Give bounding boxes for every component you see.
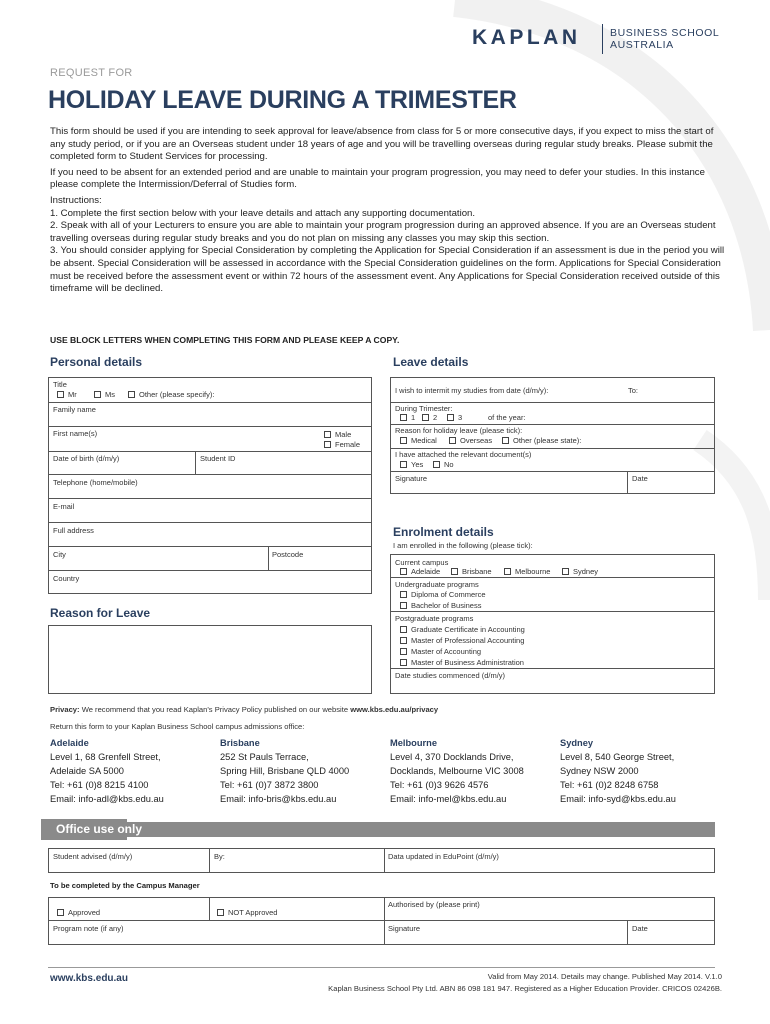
- intermit-to-field[interactable]: To:: [628, 386, 639, 395]
- brand-line-2: AUSTRALIA: [610, 39, 674, 51]
- attached-yes-option[interactable]: Yes: [400, 460, 423, 469]
- approved-checkbox[interactable]: [57, 909, 64, 916]
- other-reason-option[interactable]: Other (please state):: [502, 436, 581, 445]
- campus-melbourne: Melbourne Level 4, 370 Docklands Drive, Docklands, Melbourne VIC 3008 Tel: +61 (0)3 9626 4576 Email: info-mel@kbs.edu.au: [390, 738, 524, 804]
- grad-cert-option[interactable]: Graduate Certificate in Accounting: [400, 625, 525, 634]
- logo-divider: [602, 24, 603, 54]
- instruction-step-3: 3. You should consider applying for Special Consideration by completing the Application for Special Consideration if an assessment is due in the period you will be absent. Special Consideration will be assessed in accordance with the Special Consideration guidelines on the form. Applications for Special Consideration must be received before the assessment event or within 72 hours of the assessment event. Any Applications for Special Consideration received outside of this timeframe will be declined.: [50, 245, 725, 295]
- return-note: Return this form to your Kaplan Business School campus admissions office:: [50, 722, 305, 731]
- campus-sydney-option[interactable]: Sydney: [562, 567, 598, 576]
- city-field[interactable]: City: [53, 550, 66, 559]
- not-approved-checkbox[interactable]: [217, 909, 224, 916]
- ms-checkbox[interactable]: [94, 391, 101, 398]
- grad-cert-checkbox[interactable]: [400, 626, 407, 633]
- campus-brisbane-option[interactable]: Brisbane: [451, 567, 492, 576]
- trimester-3-checkbox[interactable]: [447, 414, 454, 421]
- leave-details-heading: Leave details: [393, 355, 469, 369]
- undergraduate-label: Undergraduate programs: [395, 580, 479, 589]
- mba-option[interactable]: Master of Business Administration: [400, 658, 524, 667]
- medical-option[interactable]: Medical: [400, 436, 437, 445]
- telephone-field[interactable]: Telephone (home/mobile): [53, 478, 138, 487]
- family-name-field[interactable]: Family name: [53, 405, 96, 414]
- campus-adelaide-option[interactable]: Adelaide: [400, 567, 440, 576]
- yes-checkbox[interactable]: [400, 461, 407, 468]
- trimester-2-option[interactable]: 2: [422, 413, 437, 422]
- footer-rule: [48, 967, 715, 968]
- of-year-field[interactable]: of the year:: [488, 413, 526, 422]
- first-names-field[interactable]: First name(s): [53, 429, 98, 438]
- date-commenced-field[interactable]: Date studies commenced (d/m/y): [395, 671, 506, 680]
- enrolment-sub: I am enrolled in the following (please tick):: [393, 541, 533, 550]
- intro-paragraph-2: If you need to be absent for an extended period and are unable to maintain your program progression, you may need to defer your studies. In this instance please complete the Intermission/Deferral of Studies form.: [50, 166, 705, 191]
- instructions-heading: Instructions:: [50, 194, 102, 206]
- mpa-option[interactable]: Master of Professional Accounting: [400, 636, 524, 645]
- office-use-heading: Office use only: [56, 822, 143, 836]
- address-field[interactable]: Full address: [53, 526, 94, 535]
- footer-valid: Valid from May 2014. Details may change. Published May 2014. V.1.0: [487, 972, 722, 981]
- attached-no-option[interactable]: No: [433, 460, 454, 469]
- approved-option[interactable]: Approved: [57, 908, 100, 917]
- title-mr-option[interactable]: Mr: [57, 390, 77, 399]
- block-letters-note: USE BLOCK LETTERS WHEN COMPLETING THIS FORM AND PLEASE KEEP A COPY.: [50, 335, 400, 345]
- other-title-checkbox[interactable]: [128, 391, 135, 398]
- instruction-step-1: 1. Complete the first section below with your leave details and attach any supporting documentation.: [50, 207, 476, 219]
- title-label: Title: [53, 380, 67, 389]
- title-ms-option[interactable]: Ms: [94, 390, 115, 399]
- trimester-1-checkbox[interactable]: [400, 414, 407, 421]
- dob-field[interactable]: Date of birth (d/m/y): [53, 454, 120, 463]
- medical-checkbox[interactable]: [400, 437, 407, 444]
- footer-url[interactable]: www.kbs.edu.au: [50, 973, 128, 984]
- intermit-from-field[interactable]: I wish to intermit my studies from date (d/m/y):: [395, 386, 549, 395]
- during-trimester-label: During Trimester:: [395, 404, 453, 413]
- reason-heading: Reason for Leave: [50, 606, 151, 620]
- postgraduate-label: Postgraduate programs: [395, 614, 474, 623]
- postcode-field[interactable]: Postcode: [272, 550, 304, 559]
- privacy-note: Privacy: We recommend that you read Kaplan's Privacy Policy published on our website www.kbs.edu.au/privacy: [50, 705, 439, 714]
- brisbane-checkbox[interactable]: [451, 568, 458, 575]
- other-reason-checkbox[interactable]: [502, 437, 509, 444]
- bachelor-business-option[interactable]: Bachelor of Business: [400, 601, 481, 610]
- sydney-checkbox[interactable]: [562, 568, 569, 575]
- footer-legal: Kaplan Business School Pty Ltd. ABN 86 098 181 947. Registered as a Higher Education Provider. CRICOS 02426B.: [328, 984, 722, 993]
- campus-manager-note: To be completed by the Campus Manager: [50, 881, 200, 890]
- intro-paragraph-1: This form should be used if you are intending to seek approval for leave/absence from class for 5 or more consecutive days, if you expect to miss the start of any study period, or if you are an Overseas student under 18 years of age and you will be travelling overseas during regular study breaks. Please submit the completed form to Student Services for processing.: [50, 126, 714, 163]
- country-field[interactable]: Country: [53, 574, 80, 583]
- office-signature-field[interactable]: Signature: [388, 924, 421, 933]
- authorised-by-field[interactable]: Authorised by (please print): [388, 900, 480, 909]
- trimester-3-option[interactable]: 3: [447, 413, 462, 422]
- campus-sydney: Sydney Level 8, 540 George Street, Sydney NSW 2000 Tel: +61 (0)2 8248 6758 Email: info-syd@kbs.edu.au: [560, 738, 676, 804]
- privacy-link[interactable]: www.kbs.edu.au/privacy: [350, 705, 439, 714]
- office-approval-box: [48, 897, 715, 945]
- email-field[interactable]: E-mail: [53, 502, 75, 511]
- melbourne-checkbox[interactable]: [504, 568, 511, 575]
- female-option[interactable]: Female: [324, 440, 360, 449]
- campus-melbourne-option[interactable]: Melbourne: [504, 567, 550, 576]
- campus-adelaide: Adelaide Level 1, 68 Grenfell Street, Adelaide SA 5000 Tel: +61 (0)8 8215 4100 Email: info-adl@kbs.edu.au: [50, 738, 164, 804]
- office-row-1: [48, 848, 715, 873]
- macc-checkbox[interactable]: [400, 648, 407, 655]
- female-checkbox[interactable]: [324, 441, 331, 448]
- office-date-field[interactable]: Date: [632, 924, 648, 933]
- instruction-step-2: 2. Speak with all of your Lecturers to ensure you are able to maintain your program progression during an approved absence. If you are an Overseas student travelling overseas during regular study breaks and you do not plan on missing any classes you may skip this section.: [50, 220, 716, 244]
- page-title: HOLIDAY LEAVE DURING A TRIMESTER: [48, 86, 517, 114]
- reason-textarea[interactable]: [48, 625, 372, 694]
- enrolment-details-heading: Enrolment details: [393, 525, 494, 539]
- bachelor-checkbox[interactable]: [400, 602, 407, 609]
- mba-checkbox[interactable]: [400, 659, 407, 666]
- male-option[interactable]: Male: [324, 430, 351, 439]
- mpa-checkbox[interactable]: [400, 637, 407, 644]
- brand-line-1: BUSINESS SCHOOL: [610, 27, 720, 39]
- overseas-checkbox[interactable]: [449, 437, 456, 444]
- overseas-option[interactable]: Overseas: [449, 436, 492, 445]
- kaplan-logo: KAPLAN: [472, 26, 581, 49]
- trimester-1-option[interactable]: 1: [400, 413, 415, 422]
- no-checkbox[interactable]: [433, 461, 440, 468]
- diploma-commerce-option[interactable]: Diploma of Commerce: [400, 590, 486, 599]
- student-advised-field[interactable]: Student advised (d/m/y): [53, 852, 133, 861]
- reason-tick-label: Reason for holiday leave (please tick):: [395, 426, 523, 435]
- intro-text: [50, 126, 725, 296]
- edupoint-field[interactable]: Data updated in EduPoint (d/m/y): [388, 852, 499, 861]
- title-other-option[interactable]: Other (please specify):: [128, 390, 214, 399]
- campus-brisbane: Brisbane 252 St Pauls Terrace, Spring Hill, Brisbane QLD 4000 Tel: +61 (0)7 3872 3800 Email: info-bris@kbs.edu.au: [220, 738, 350, 804]
- signature-field[interactable]: Signature: [395, 474, 428, 483]
- personal-details-heading: Personal details: [50, 355, 143, 369]
- male-checkbox[interactable]: [324, 431, 331, 438]
- program-note-field[interactable]: Program note (if any): [53, 924, 124, 933]
- mr-checkbox[interactable]: [57, 391, 64, 398]
- not-approved-option[interactable]: NOT Approved: [217, 908, 277, 917]
- macc-option[interactable]: Master of Accounting: [400, 647, 481, 656]
- office-use-bar: [48, 822, 715, 837]
- current-campus-label: Current campus: [395, 558, 449, 567]
- date-field[interactable]: Date: [632, 474, 648, 483]
- kicker: REQUEST FOR: [50, 67, 133, 79]
- trimester-2-checkbox[interactable]: [422, 414, 429, 421]
- attached-docs-label: I have attached the relevant document(s): [395, 450, 532, 459]
- diploma-checkbox[interactable]: [400, 591, 407, 598]
- adelaide-checkbox[interactable]: [400, 568, 407, 575]
- student-id-field[interactable]: Student ID: [200, 454, 236, 463]
- advised-by-field[interactable]: By:: [214, 852, 225, 861]
